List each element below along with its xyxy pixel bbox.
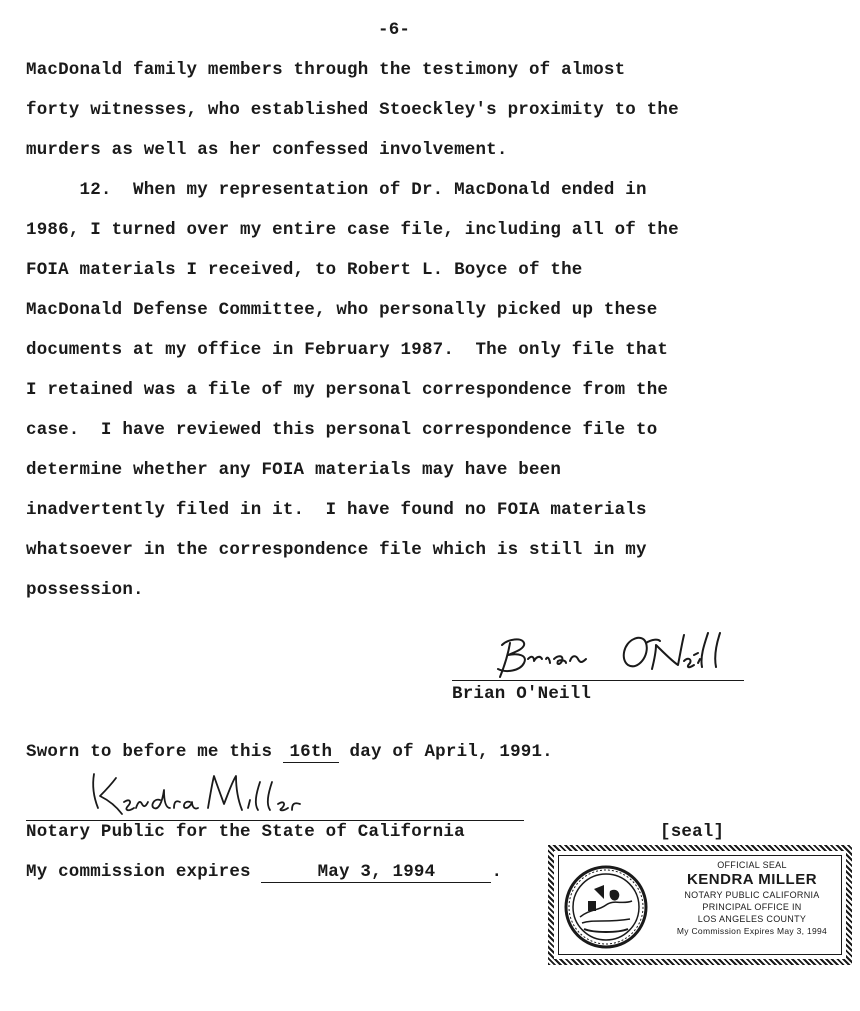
body-line: MacDonald Defense Committee, who personally picked up these: [26, 300, 658, 320]
body-line: forty witnesses, who established Stoeckley's proximity to the: [26, 100, 679, 120]
official-seal-stamp: [548, 845, 852, 965]
commission-end: .: [491, 862, 503, 882]
affiant-printed-name: Brian O'Neill: [452, 684, 592, 704]
seal-line-official: OFFICIAL SEAL: [717, 860, 787, 870]
body-line: whatsoever in the correspondence file which is still in my: [26, 540, 647, 560]
affiant-signature: [488, 625, 758, 685]
body-line: inadvertently filed in it. I have found no FOIA materials: [26, 500, 647, 520]
jurat-suffix: day of April, 1991.: [338, 742, 553, 762]
notary-signature: [86, 768, 336, 824]
body-line: documents at my office in February 1987. The only file that: [26, 340, 669, 360]
seal-label: [seal]: [660, 822, 725, 842]
body-line: 12. When my representation of Dr. MacDonald ended in: [26, 180, 647, 200]
body-line: determine whether any FOIA materials may have been: [26, 460, 562, 480]
body-line: case. I have reviewed this personal correspondence file to: [26, 420, 658, 440]
notary-title: Notary Public for the State of California: [26, 822, 465, 842]
body-line: MacDonald family members through the testimony of almost: [26, 60, 626, 80]
seal-line-name: KENDRA MILLER: [686, 871, 818, 888]
body-line: FOIA materials I received, to Robert L. Boyce of the: [26, 260, 583, 280]
commission-date: May 3, 1994: [261, 862, 491, 883]
seal-line-notary: NOTARY PUBLIC CALIFORNIA: [684, 890, 820, 900]
jurat-day: 16th: [283, 742, 339, 763]
seal-text-block: [654, 859, 850, 937]
seal-line-expires: My Commission Expires May 3, 1994: [676, 926, 828, 936]
seal-line-county: LOS ANGELES COUNTY: [697, 914, 807, 924]
body-line: murders as well as her confessed involvement.: [26, 140, 508, 160]
jurat-line: [26, 742, 553, 763]
notary-signature-line: [26, 820, 524, 821]
state-seal-emblem: [564, 865, 648, 949]
body-line: possession.: [26, 580, 144, 600]
page-number: -6-: [378, 20, 411, 40]
affiant-signature-line: [452, 680, 744, 681]
body-line: 1986, I turned over my entire case file, including all of the: [26, 220, 679, 240]
commission-label: My commission expires: [26, 862, 262, 882]
commission-line: [26, 862, 502, 883]
seal-line-office: PRINCIPAL OFFICE IN: [702, 902, 802, 912]
body-line: I retained was a file of my personal correspondence from the: [26, 380, 669, 400]
jurat-prefix: Sworn to before me this: [26, 742, 283, 762]
